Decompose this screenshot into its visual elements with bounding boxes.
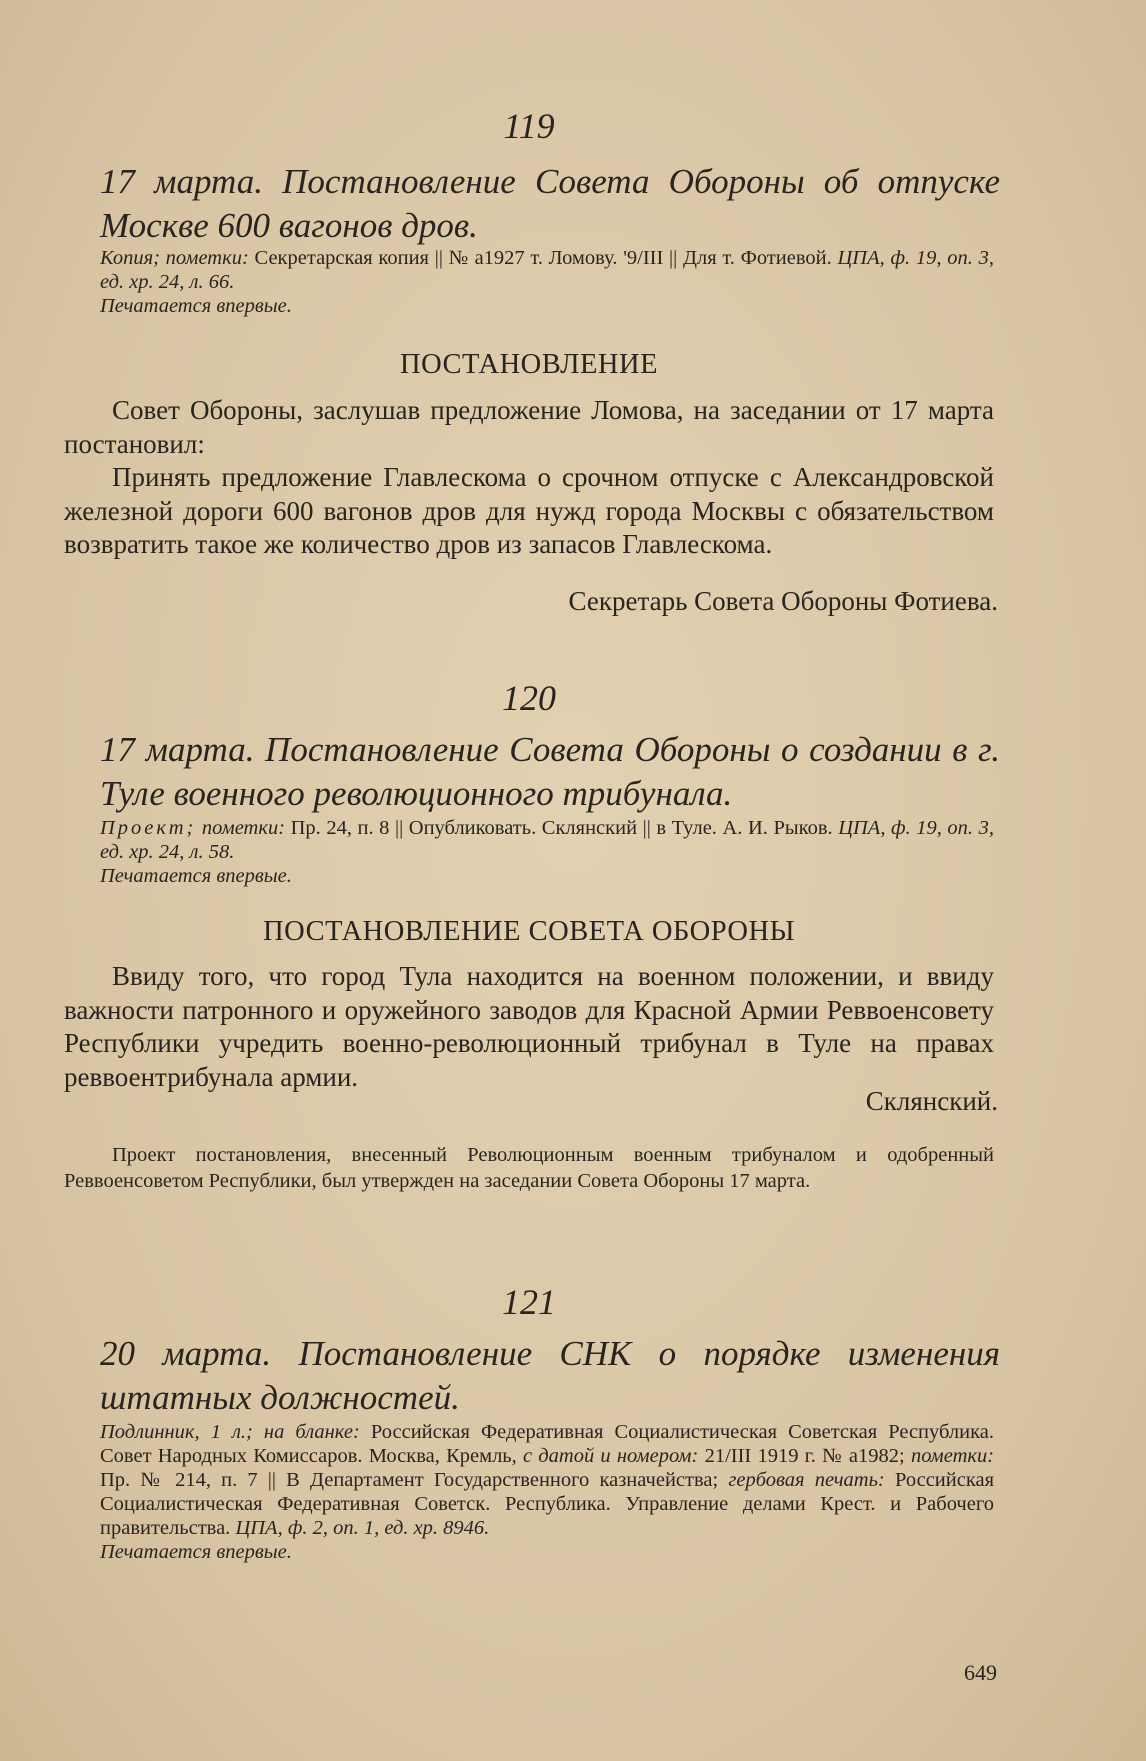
- page-number: 649: [964, 1660, 997, 1685]
- signature: Склянский.: [865, 1086, 998, 1116]
- document-number: 120: [502, 678, 556, 718]
- note-label: пометки:: [910, 1445, 995, 1467]
- archival-note: [100, 816, 994, 888]
- note-first-published: Печатается впервые.: [100, 1541, 292, 1563]
- note-text: Секретарская копия || № а1927 т. Ломову. '9/III || Для т. Фотиевой.: [254, 247, 832, 269]
- archival-note: [100, 246, 994, 318]
- note-first-published: Печатается впервые.: [100, 295, 292, 317]
- resolution-heading: ПОСТАНОВЛЕНИЕ СОВЕТА ОБОРОНЫ: [263, 916, 795, 947]
- note-label: Подлинник, 1 л.; на бланке:: [100, 1421, 360, 1443]
- signature: Секретарь Совета Обороны Фотиева.: [568, 586, 998, 616]
- note-archive: ЦПА, ф. 2, оп. 1, ед. хр. 8946.: [235, 1517, 490, 1539]
- note-label: Проект;: [100, 817, 197, 839]
- document-number: 119: [503, 106, 555, 146]
- note-text: 21/III 1919 г. № а1982;: [704, 1445, 905, 1467]
- resolution-heading: ПОСТАНОВЛЕНИЕ: [400, 349, 658, 380]
- paragraph: Совет Обороны, заслушав предложение Ломова, на заседании от 17 марта постановил:: [64, 395, 994, 459]
- document-title: 17 марта. Постановление Совета Обороны об отпуске Москве 600 вагонов дров.: [100, 162, 1000, 245]
- editorial-commentary: [64, 1142, 994, 1194]
- note-text: Российская Федеративная Социалистическая Советская Республика. Совет Народных Комиссаров. Москва, Кремль,: [100, 1421, 995, 1467]
- document-title: 20 марта. Постановление СНК о порядке изменения штатных должностей.: [100, 1334, 1000, 1417]
- note-archive: ЦПА, ф. 19, оп. 3, ед. хр. 24, л. 66.: [100, 247, 995, 293]
- document-title: 17 марта. Постановление Совета Обороны о создании в г. Туле военного революционного трибунала.: [100, 730, 1000, 813]
- note-text: Пр. 24, п. 8 || Опубликовать. Склянский || в Туле. А. И. Рыков.: [290, 817, 833, 839]
- commentary-text: Проект постановления, внесенный Революционным военным трибуналом и одобренный Реввоенсоветом Республики, был утвержден на заседании Совета Обороны 17 марта.: [64, 1144, 994, 1192]
- resolution-body: [64, 960, 994, 1094]
- paragraph: Ввиду того, что город Тула находится на военном положении, и ввиду важности патронного и оружейного заводов для Красной Армии Реввоенсовету Республики учредить военно-революционный трибунал в Туле на правах реввоентрибунала армии.: [64, 961, 994, 1092]
- note-text: Российская Социалистическая Федеративная Советск. Республика. Управление делами Крест. и Рабочего правительства.: [100, 1469, 995, 1539]
- archival-note: [100, 1420, 994, 1564]
- note-first-published: Печатается впервые.: [100, 865, 292, 887]
- note-label: пометки:: [201, 817, 286, 839]
- note-text: Пр. № 214, п. 7 || В Департамент Государственного казначейства;: [100, 1469, 719, 1491]
- resolution-body: [64, 394, 994, 562]
- note-label: с датой и номером:: [523, 1445, 699, 1467]
- document-number: 121: [502, 1282, 556, 1322]
- note-archive: ЦПА, ф. 19, оп. 3, ед. хр. 24, л. 58.: [100, 817, 994, 863]
- note-label: гербовая печать:: [728, 1469, 885, 1491]
- paragraph: Принять предложение Главлескома о срочном отпуске с Александровской железной дороги 600 вагонов дров для нужд города Москвы с обязательством возвратить такое же количество дров из запасов Главлескома.: [64, 462, 994, 559]
- note-label: Копия; пометки:: [100, 247, 249, 269]
